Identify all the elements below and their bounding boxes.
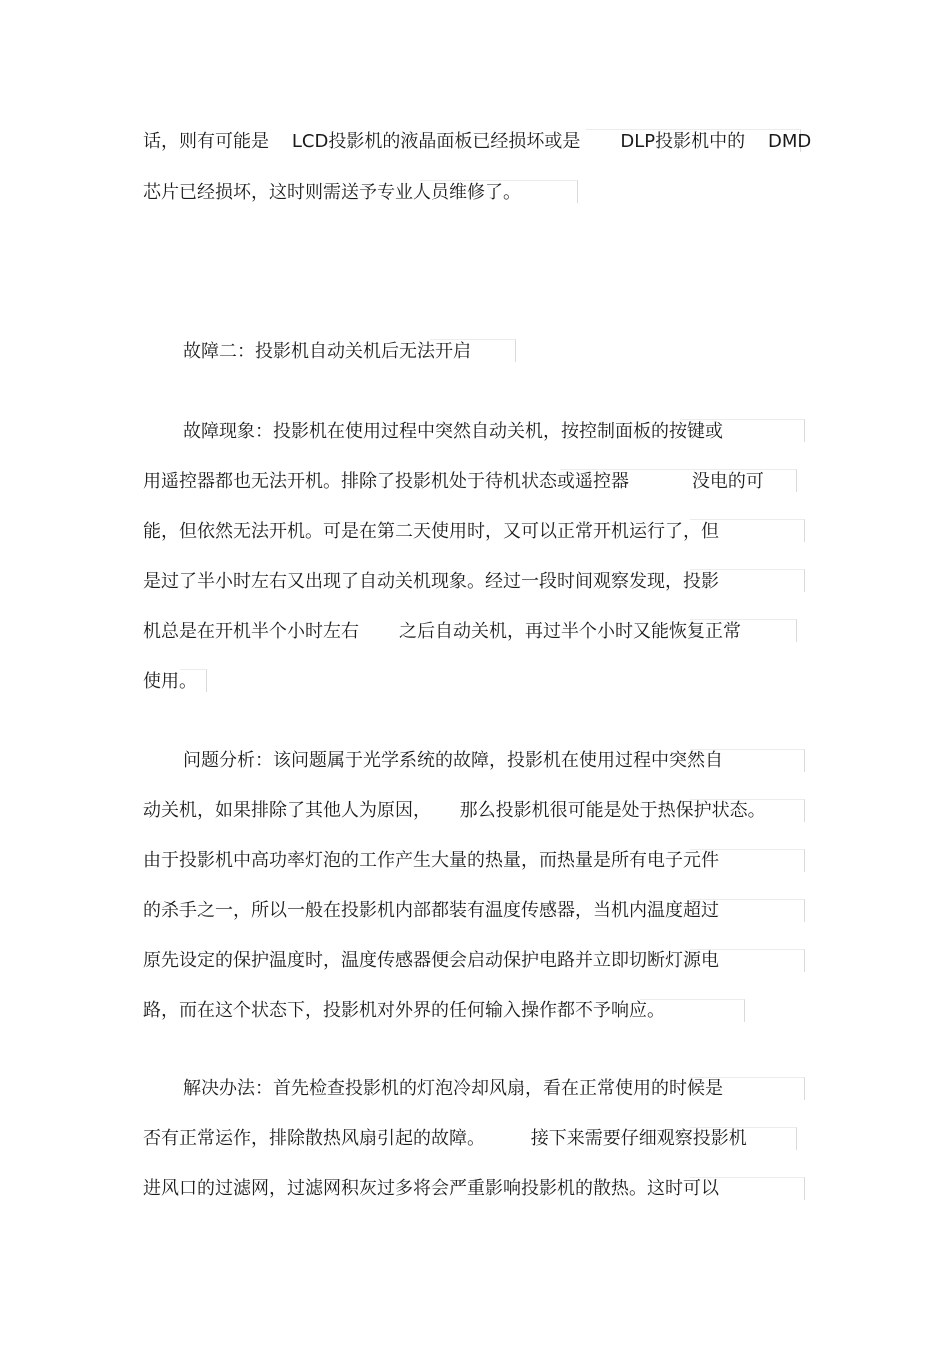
text-line: 解决办法：首先检查投影机的灯泡冷却风扇，看在正常使用的时候是	[183, 1078, 723, 1099]
text-line: 否有正常运作，排除散热风扇引起的故障。 接下来需要仔细观察投影机	[143, 1128, 747, 1149]
text-line: 问题分析：该问题属于光学系统的故障，投影机在使用过程中突然自	[183, 750, 723, 771]
section-heading: 故障二：投影机自动关机后无法开启	[183, 341, 471, 362]
text-line: 路，而在这个状态下，投影机对外界的任何输入操作都不予响应。	[143, 1000, 665, 1021]
text-line: 是过了半小时左右又出现了自动关机现象。经过一段时间观察发现，投影	[143, 571, 719, 592]
text-line: 的杀手之一，所以一般在投影机内部都装有温度传感器，当机内温度超过	[143, 900, 719, 921]
text-line: 故障现象：投影机在使用过程中突然自动关机，按控制面板的按键或	[183, 421, 723, 442]
text-line: 用遥控器都也无法开机。排除了投影机处于待机状态或遥控器 没电的可	[143, 471, 764, 492]
text-line: 使用。	[143, 671, 197, 692]
text-line: 机总是在开机半个小时左右 之后自动关机，再过半个小时又能恢复正常	[143, 621, 742, 642]
text-line: 原先设定的保护温度时，温度传感器便会启动保护电路并立即切断灯源电	[143, 950, 719, 971]
text-line: 动关机，如果排除了其他人为原因， 那么投影机很可能是处于热保护状态。	[143, 800, 766, 821]
text-line: 芯片已经损坏，这时则需送予专业人员维修了。	[143, 182, 521, 203]
text-line: 能，但依然无法开机。可是在第二天使用时，又可以正常开机运行了，但	[143, 521, 719, 542]
text-line: 由于投影机中高功率灯泡的工作产生大量的热量，而热量是所有电子元件	[143, 850, 719, 871]
text-line: 话，则有可能是 LCD投影机的液晶面板已经损坏或是 DLP投影机中的 DMD	[143, 131, 812, 152]
text-line: 进风口的过滤网，过滤网积灰过多将会严重影响投影机的散热。这时可以	[143, 1178, 719, 1199]
